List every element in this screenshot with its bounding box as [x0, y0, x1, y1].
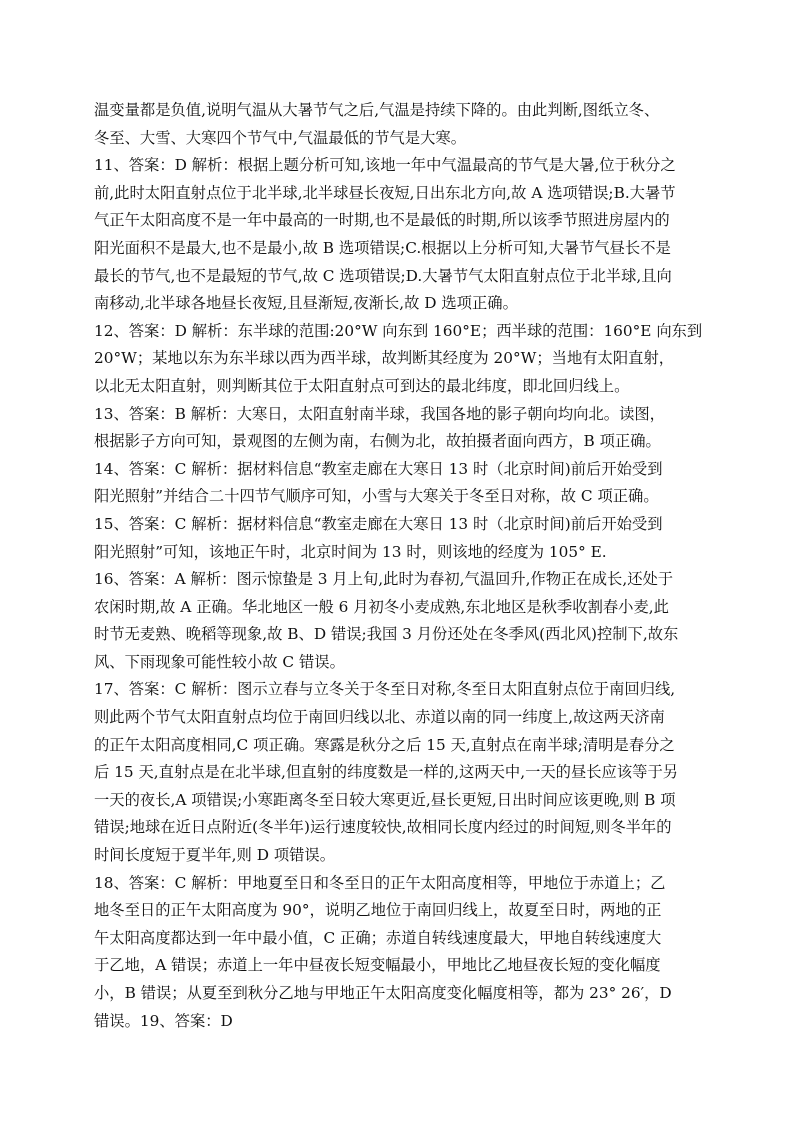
text-line: 13、答案：B 解析：大寒日，太阳直射南半球，我国各地的影子朝向均向北。读图， [94, 404, 665, 423]
text-line: 小，B 错误；从夏至到秋分乙地与甲地正午太阳高度变化幅度相等，都为 23° 26′，D [94, 984, 672, 1002]
text-line: 错误;地球在近日点附近(冬半年)运行速度较快,故相同长度内经过的时间短,则冬半年的 [94, 818, 672, 837]
text-line: 14、答案：C 解析：据材料信息“教室走廊在大寒日 13 时（北京时间)前后开始受到 [94, 459, 663, 478]
text-line: 前,此时太阳直射点位于北半球,北半球昼长夜短,日出东北方向,故 A 选项错误;B.大暑节 [94, 183, 676, 202]
text-line: 15、答案：C 解析：据材料信息“教室走廊在大寒日 13 时（北京时间)前后开始受到 [94, 514, 663, 533]
text-line: 20°W；某地以东为东半球以西为西半球，故判断其经度为 20°W；当地有太阳直射， [94, 349, 675, 368]
text-line: 午太阳高度都达到一年中最小值，C 正确；赤道自转线速度最大，甲地自转线速度大 [94, 928, 662, 947]
text-line: 以北无太阳直射，则判断其位于太阳直射点可到达的最北纬度，即北回归线上。 [94, 376, 630, 395]
text-line: 阳光照射”可知，该地正午时，北京时间为 13 时，则该地的经度为 105° E. [94, 542, 607, 561]
text-line: 的正午太阳高度相同,C 项正确。寒露是秋分之后 15 天,直射点在南半球;清明是春分之 [94, 735, 675, 754]
text-line: 最长的节气,也不是最短的节气,故 C 选项错误;D.大暑节气太阳直射点位于北半球,且向 [94, 266, 672, 285]
text-line: 11、答案：D 解析：根据上题分析可知,该地一年中气温最高的节气是大暑,位于秋分之 [94, 156, 676, 175]
text-line: 16、答案：A 解析：图示惊蛰是 3 月上旬,此时为春初,气温回升,作物正在成长,还处于 [94, 570, 674, 589]
text-line: 后 15 天,直射点是在北半球,但直射的纬度数是一样的,这两天中,一天的昼长应该等于另 [94, 763, 679, 782]
text-line: 时间长度短于夏半年,则 D 项错误。 [94, 846, 336, 865]
text-line: 根据影子方向可知，景观图的左侧为南，右侧为北，故拍摄者面向西方，B 项正确。 [94, 432, 661, 451]
text-line: 于乙地，A 错误；赤道上一年中昼夜长短变幅最小，甲地比乙地昼夜长短的变化幅度 [94, 956, 661, 975]
text-line: 南移动,北半球各地昼长夜短,且昼渐短,夜渐长,故 D 选项正确。 [94, 294, 518, 313]
text-line: 错误。19、答案：D [94, 1011, 233, 1030]
text-line: 一天的夜长,A 项错误;小寒距离冬至日较大寒更近,昼长更短,日出时间应该更晚,则 B 项 [94, 790, 676, 809]
text-line: 温变量都是负值,说明气温从大暑节气之后,气温是持续下降的。由此判断,图纸立冬、 [94, 101, 660, 119]
text-line: 则此两个节气太阳直射点均位于南回归线以北、赤道以南的同一纬度上,故这两天济南 [94, 708, 665, 727]
text-line: 阳光面积不是最大,也不是最小,故 B 选项错误;C.根据以上分析可知,大暑节气昼长不是 [94, 238, 671, 257]
text-line: 18、答案：C 解析：甲地夏至日和冬至日的正午太阳高度相等，甲地位于赤道上；乙 [94, 873, 666, 892]
text-line: 风、下雨现象可能性较小故 C 错误。 [94, 652, 345, 671]
text-line: 冬至、大雪、大寒四个节气中,气温最低的节气是大寒。 [94, 128, 466, 147]
text-line: 气正午太阳高度不是一年中最高的一时期,也不是最低的时期,所以该季节照进房屋内的 [94, 211, 670, 230]
text-line: 农闲时期,故 A 正确。华北地区一般 6 月初冬小麦成熟,东北地区是秋季收割春小麦,此 [94, 597, 669, 616]
text-line: 地冬至日的正午太阳高度为 90°，说明乙地位于南回归线上，故夏至日时，两地的正 [94, 901, 662, 920]
text-line: 12、答案：D 解析：东半球的范围:20°W 向东到 160°E；西半球的范围：160°E 向东到 [94, 321, 703, 340]
text-line: 阳光照射”并结合二十四节气顺序可知，小雪与大寒关于冬至日对称，故 C 项正确。 [94, 487, 659, 506]
text-line: 时节无麦熟、晚稻等现象,故 B、D 错误;我国 3 月份还处在冬季风(西北风)控制下,故东 [94, 625, 679, 644]
text-line: 17、答案：C 解析：图示立春与立冬关于冬至日对称,冬至日太阳直射点位于南回归线, [94, 680, 676, 699]
answer-text-body [94, 97, 706, 1035]
